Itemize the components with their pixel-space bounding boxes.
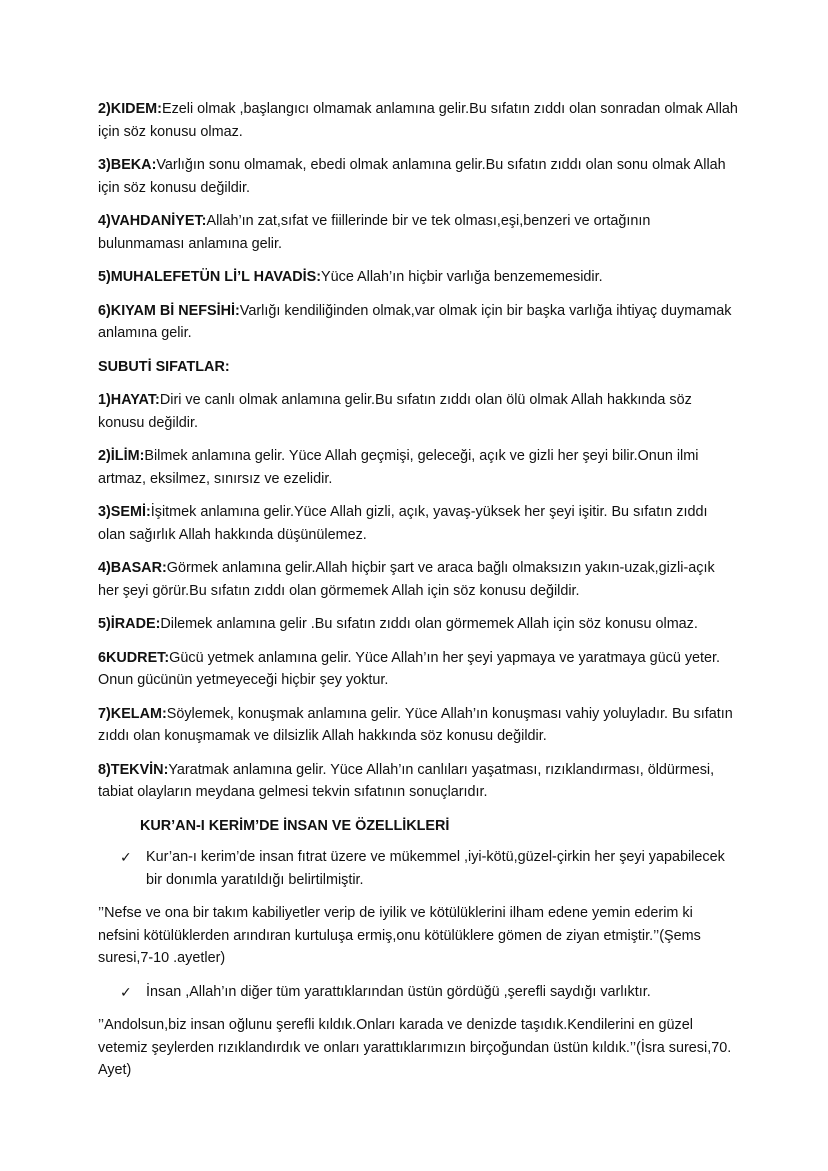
bullet-text: Kur’an-ı kerim’de insan fıtrat üzere ve mükemmel ,iyi-kötü,güzel-çirkin her şeyi yapabilecek bir donımla yaratıldığı belirtilmiştir. xyxy=(146,849,725,888)
sifat-text: Varlığın sonu olmamak, ebedi olmak anlamına gelir.Bu sıfatın zıddı olan sonu olmak Allah için söz konusu değildir. xyxy=(98,157,726,196)
sifat-label: 2)İLİM: xyxy=(98,448,145,464)
subuti-heading: SUBUTİ SIFATLAR: xyxy=(98,358,230,375)
document-page xyxy=(98,98,738,1093)
sifat-text: Varlığı kendiliğinden olmak,var olmak için bir başka varlığa ihtiyaç duymamak anlamına gelir. xyxy=(98,302,732,341)
sifat-text: Söylemek, konuşmak anlamına gelir. Yüce Allah’ın konuşması vahiy yoluyladır. Bu sıfatın zıddı olan konuşmamak ve dilsizlik Allah hakkında söz konusu değildir. xyxy=(98,705,733,744)
sifat-text: Görmek anlamına gelir.Allah hiçbir şart ve araca bağlı olmaksızın yakın-uzak,gizli-açık her şeyi görür.Bu sıfatın zıddı olan görmemek Allah için söz konusu değildir. xyxy=(98,560,715,599)
sifat-label: 3)BEKA: xyxy=(98,157,157,173)
sifat-label: 3)SEMİ: xyxy=(98,504,151,520)
sifat-label: 6)KIYAM Bİ NEFSİHİ: xyxy=(98,302,240,319)
quote-sems: ’’Nefse ve ona bir takım kabiliyetler verip de iyilik ve kötülüklerini ilham edene yemin ederim ki nefsini kötülüklerden arındıran kurtuluşa ermiş,onu kötülüklere gömen de ziyan etmiştir.’’(Şems suresi,7-10 .ayetler) xyxy=(98,905,701,966)
sifat-vahdaniyet xyxy=(98,210,738,255)
sifat-text: Gücü yetmek anlamına gelir. Yüce Allah’ın her şeyi yapmaya ve yaratmaya gücü yeter. Onun gücünün yetmeyeceği hiçbir şey yoktur. xyxy=(98,649,721,688)
sifat-label: 5)İRADE: xyxy=(98,616,161,632)
sifat-label: 6KUDRET: xyxy=(98,649,170,666)
kuran-heading: KUR’AN-I KERİM’DE İNSAN VE ÖZELLİKLERİ xyxy=(140,817,450,834)
sifat-label: 8)TEKVİN: xyxy=(98,761,169,778)
sifat-label: 2)KIDEM: xyxy=(98,101,162,117)
checkmark-icon: ✓ xyxy=(120,849,132,865)
sifat-kelam xyxy=(98,703,738,748)
sifat-text: Yüce Allah’ın hiçbir varlığa benzememesidir. xyxy=(321,269,603,285)
sifat-label: 4)VAHDANİYET: xyxy=(98,213,207,229)
bullet-serefli xyxy=(120,981,738,1004)
sifat-text: İşitmek anlamına gelir.Yüce Allah gizli, açık, yavaş-yüksek her şeyi işitir. Bu sıfatın zıddı olan sağırlık Allah hakkında düşünülemez. xyxy=(98,504,708,543)
sifat-kudret xyxy=(98,647,738,692)
sifat-text: Ezeli olmak ,başlangıcı olmamak anlamına gelir.Bu sıfatın zıddı olan sonradan olmak Allah için söz konusu olmaz. xyxy=(98,101,738,140)
sifat-kidem xyxy=(98,98,738,143)
sifat-label: 4)BASAR: xyxy=(98,560,167,576)
sifat-text: Diri ve canlı olmak anlamına gelir.Bu sıfatın zıddı olan ölü olmak Allah hakkında söz konusu değildir. xyxy=(98,392,692,431)
bullet-text: İnsan ,Allah’ın diğer tüm yarattıklarından üstün gördüğü ,şerefli saydığı varlıktır. xyxy=(146,983,651,1000)
sifat-basar xyxy=(98,557,738,602)
sifat-irade xyxy=(98,613,738,636)
sifat-tekvin xyxy=(98,759,738,804)
sifat-text: Allah’ın zat,sıfat ve fiillerinde bir ve tek olması,eşi,benzeri ve ortağının bulunmaması anlamına gelir. xyxy=(98,213,651,252)
sifat-muhalefetun xyxy=(98,266,738,289)
sifat-label: 7)KELAM: xyxy=(98,705,167,722)
sifat-hayat xyxy=(98,389,738,434)
sifat-label: 5)MUHALEFETÜN Lİ’L HAVADİS: xyxy=(98,269,322,285)
bullet-fitrat xyxy=(120,846,738,891)
sifat-ilim xyxy=(98,445,738,490)
quote-isra: ’’Andolsun,biz insan oğlunu şerefli kıldık.Onları karada ve denizde taşıdık.Kendilerini en güzel vetemiz şeylerden rızıklandırdık ve onları yarattıklarımızın birçoğundan üstün kıldık.’’(İsra suresi,70. Ayet) xyxy=(98,1017,732,1078)
sifat-label: 1)HAYAT: xyxy=(98,392,160,408)
sifat-semi xyxy=(98,501,738,546)
checkmark-icon: ✓ xyxy=(120,983,132,1000)
sifat-kiyam xyxy=(98,300,738,345)
sifat-beka xyxy=(98,154,738,199)
sifat-text: Dilemek anlamına gelir .Bu sıfatın zıddı olan görmemek Allah için söz konusu olmaz. xyxy=(160,616,698,632)
sifat-text: Bilmek anlamına gelir. Yüce Allah geçmişi, geleceği, açık ve gizli her şeyi bilir.Onun ilmi artmaz, eksilmez, sınırsız ve ezelidir. xyxy=(98,448,699,487)
sifat-text: Yaratmak anlamına gelir. Yüce Allah’ın canlıları yaşatması, rızıklandırması, öldürmesi, tabiat olayların meydana gelmesi tekvin sıfatının sonuçlarıdır. xyxy=(98,761,715,800)
